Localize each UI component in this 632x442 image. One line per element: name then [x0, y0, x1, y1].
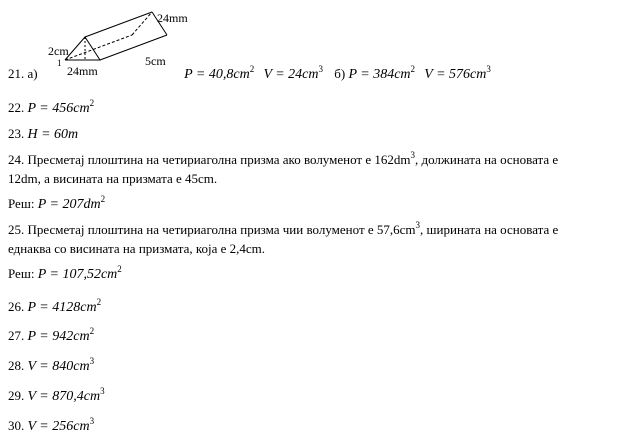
answer: V = 256cm — [27, 419, 90, 434]
problem-text-cont: , ширината на основата е — [420, 222, 559, 237]
item-number: 21. — [8, 66, 25, 81]
problem-text-line2: еднаква со висината на призмата, која е 2,4cm. — [8, 241, 266, 256]
item-21 — [8, 66, 491, 83]
prism-hidden-edge — [65, 35, 132, 60]
exp: 3 — [415, 220, 421, 230]
item-number: 25. — [8, 222, 25, 237]
part-a-label: а) — [27, 66, 38, 81]
answer-b-v: V = 576cm — [424, 67, 487, 82]
answer: H = 60m — [27, 127, 79, 142]
part-b-label: б) — [334, 66, 346, 81]
item-23 — [8, 126, 78, 143]
answer-a-v: V = 24cm — [263, 67, 319, 82]
item-28 — [8, 358, 94, 375]
label-1: 1 — [57, 58, 62, 68]
exp: 2 — [89, 98, 95, 108]
exp: 3 — [89, 356, 95, 366]
prism-top-edge — [85, 12, 152, 37]
item-26 — [8, 299, 101, 316]
item-30 — [8, 418, 94, 435]
exp: 3 — [89, 416, 95, 426]
problem-text-line2: 12dm, а висината на призмата е 45cm. — [8, 171, 218, 186]
answer-b-p: P = 384cm — [348, 67, 411, 82]
label-5cm: 5cm — [145, 54, 166, 68]
solution-label: Реш: — [8, 266, 35, 281]
item-number: 22. — [8, 100, 25, 115]
item-number: 29. — [8, 388, 25, 403]
solution-label: Реш: — [8, 196, 35, 211]
item-number: 24. — [8, 152, 25, 167]
problem-text-cont: , должината на основата е — [414, 152, 559, 167]
exp: 2 — [96, 297, 102, 307]
exp: 2 — [249, 64, 255, 74]
problem-text: Пресметај плоштина на четириаголна призма ако волуменот е 162dm — [27, 152, 411, 167]
exp: 3 — [486, 64, 491, 74]
item-24 — [8, 150, 628, 188]
item-25-solution — [8, 266, 122, 283]
label-24mm-base: 24mm — [67, 64, 98, 78]
item-number: 23. — [8, 126, 25, 141]
problem-text: Пресметај плоштина на четириаголна призма чии волуменот е 57,6cm — [27, 222, 416, 237]
label-24mm-top: 24mm — [157, 11, 188, 25]
item-22 — [8, 100, 94, 117]
item-25 — [8, 220, 628, 258]
answer: P = 207dm — [37, 197, 101, 212]
exp: 2 — [100, 194, 106, 204]
label-2cm: 2cm — [48, 44, 69, 58]
item-number: 26. — [8, 299, 25, 314]
exp: 3 — [100, 386, 105, 396]
item-number: 27. — [8, 328, 25, 343]
answer: V = 870,4cm — [27, 389, 101, 404]
answer: P = 456cm — [27, 101, 90, 116]
exp: 2 — [410, 64, 416, 74]
exp: 3 — [410, 150, 415, 160]
exp: 3 — [318, 64, 324, 74]
answer: P = 942cm — [27, 329, 90, 344]
item-number: 28. — [8, 358, 25, 373]
item-24-solution — [8, 196, 105, 213]
answer: P = 4128cm — [27, 300, 97, 315]
answer-a-p: P = 40,8cm — [184, 67, 250, 82]
answer: P = 107,52cm — [37, 267, 118, 282]
exp: 2 — [117, 264, 122, 274]
answer: V = 840cm — [27, 359, 90, 374]
item-number: 30. — [8, 418, 25, 433]
exp: 2 — [89, 326, 95, 336]
item-27 — [8, 328, 94, 345]
item-29 — [8, 388, 105, 405]
